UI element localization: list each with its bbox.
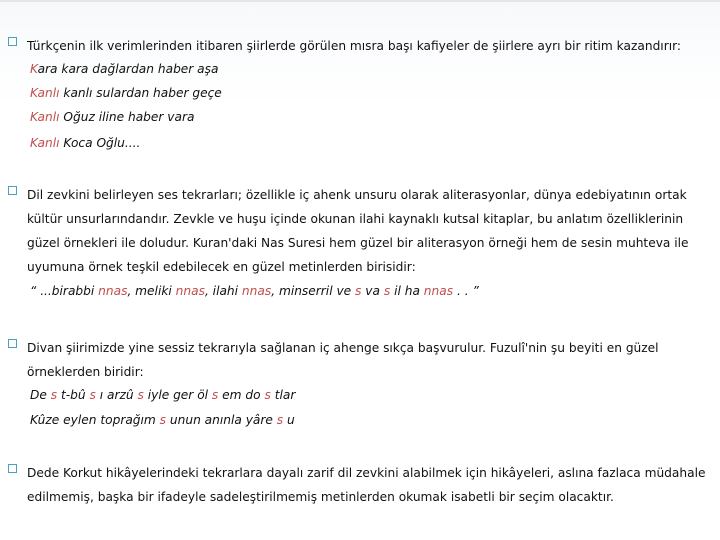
highlight-run: s [264,388,271,402]
text-run: t-bû [57,388,90,402]
text-run: tlar [270,388,296,402]
bullet-4-text [27,461,705,509]
highlight-run: s [159,413,167,427]
bullet-2 [8,183,689,279]
text-line: Dede Korkut hikâyelerindeki tekrarlara dayalı zarif dil zevkini alabilmek için hikâyeleri, aslına fazlaca müdahale [27,466,706,480]
bullet-3 [8,336,659,384]
verse-line [30,110,194,124]
verse-line [30,388,295,402]
text-run: , ilahi [204,284,242,298]
text-line: uyumuna örnek teşkil edebilecek en güzel metinlerden birisidir: [27,260,416,274]
text-run: Kûze eylen toprağım [30,413,160,427]
square-bullet-icon [8,464,17,473]
text-line: edilmemiş, başka bir ifadeyle sadeleştirilmemiş metinlerden okumak isabetli bir seçim olacaktır. [27,490,614,504]
highlight-run: s [383,284,391,298]
highlight-run: K [30,62,38,76]
text-run: va [361,284,384,298]
highlight-run: s [211,388,219,402]
verse-line [30,62,218,76]
text-run: em do [218,388,265,402]
text-line: Divan şiirimizde yine sessiz tekrarıyla sağlanan iç ahenge sıkça başvurulur. Fuzulî'nin şu beyiti en güzel [27,341,659,355]
verse-line [30,86,222,100]
bullet-1 [8,34,681,58]
text-run: unun anınla yâre [166,413,277,427]
bullet-4 [8,461,705,509]
quote-line [30,284,479,298]
square-bullet-icon [8,186,17,195]
text-line: kültür unsurlarındandır. Zevkle ve huşu içinde okunan ilahi kaynaklı kutsal kitaplar, bu anlatım özelliklerinin [27,212,684,226]
highlight-run: nnas [241,284,272,298]
text-run: Oğuz iline haber vara [59,110,195,124]
bullet-2-text [27,183,689,279]
bullet-1-text [27,34,681,58]
text-run: iyle ger öl [143,388,212,402]
highlight-run: s [355,284,362,298]
text-run: . . ” [453,284,479,298]
highlight-run: s [276,413,284,427]
highlight-run: nnas [423,284,454,298]
square-bullet-icon [8,339,17,348]
verse-line [30,413,295,427]
text-run: kanlı sulardan haber geçe [59,86,222,100]
text-line: Dil zevkini belirleyen ses tekrarları; özellikle iç ahenk unsuru olarak aliterasyonlar, dünya edebiyatının ortak [27,188,687,202]
highlight-run: nnas [98,284,128,298]
verse-line [30,136,140,150]
text-run: ı arzû [95,388,138,402]
text-run: De [30,388,51,402]
text-run: , meliki [127,284,176,298]
text-run: Koca Oğlu.... [59,136,141,150]
text-run: “ ...birabbi [30,284,99,298]
text-run: ara kara dağlardan haber aşa [37,62,219,76]
highlight-run: s [89,388,96,402]
highlight-run: s [50,388,58,402]
text-run: u [283,413,295,427]
text-run: il ha [390,284,424,298]
text-line: güzel örnekleri ile doludur. Kuran'daki Nas Suresi hem güzel bir aliterasyon örneği hem de sesin muhteva ile [27,236,689,250]
bullet-3-text [27,336,659,384]
highlight-run: nnas [175,284,205,298]
highlight-run: Kanlı [30,110,60,124]
text-run: , minserril ve [271,284,356,298]
highlight-run: Kanlı [30,136,60,150]
text-line: örneklerden biridir: [27,365,144,379]
highlight-run: s [137,388,144,402]
square-bullet-icon [8,37,17,46]
highlight-run: Kanlı [30,86,60,100]
text-line: Türkçenin ilk verimlerinden itibaren şiirlerde görülen mısra başı kafiyeler de şiirlere ayrı bir ritim kazandırır: [27,39,681,53]
